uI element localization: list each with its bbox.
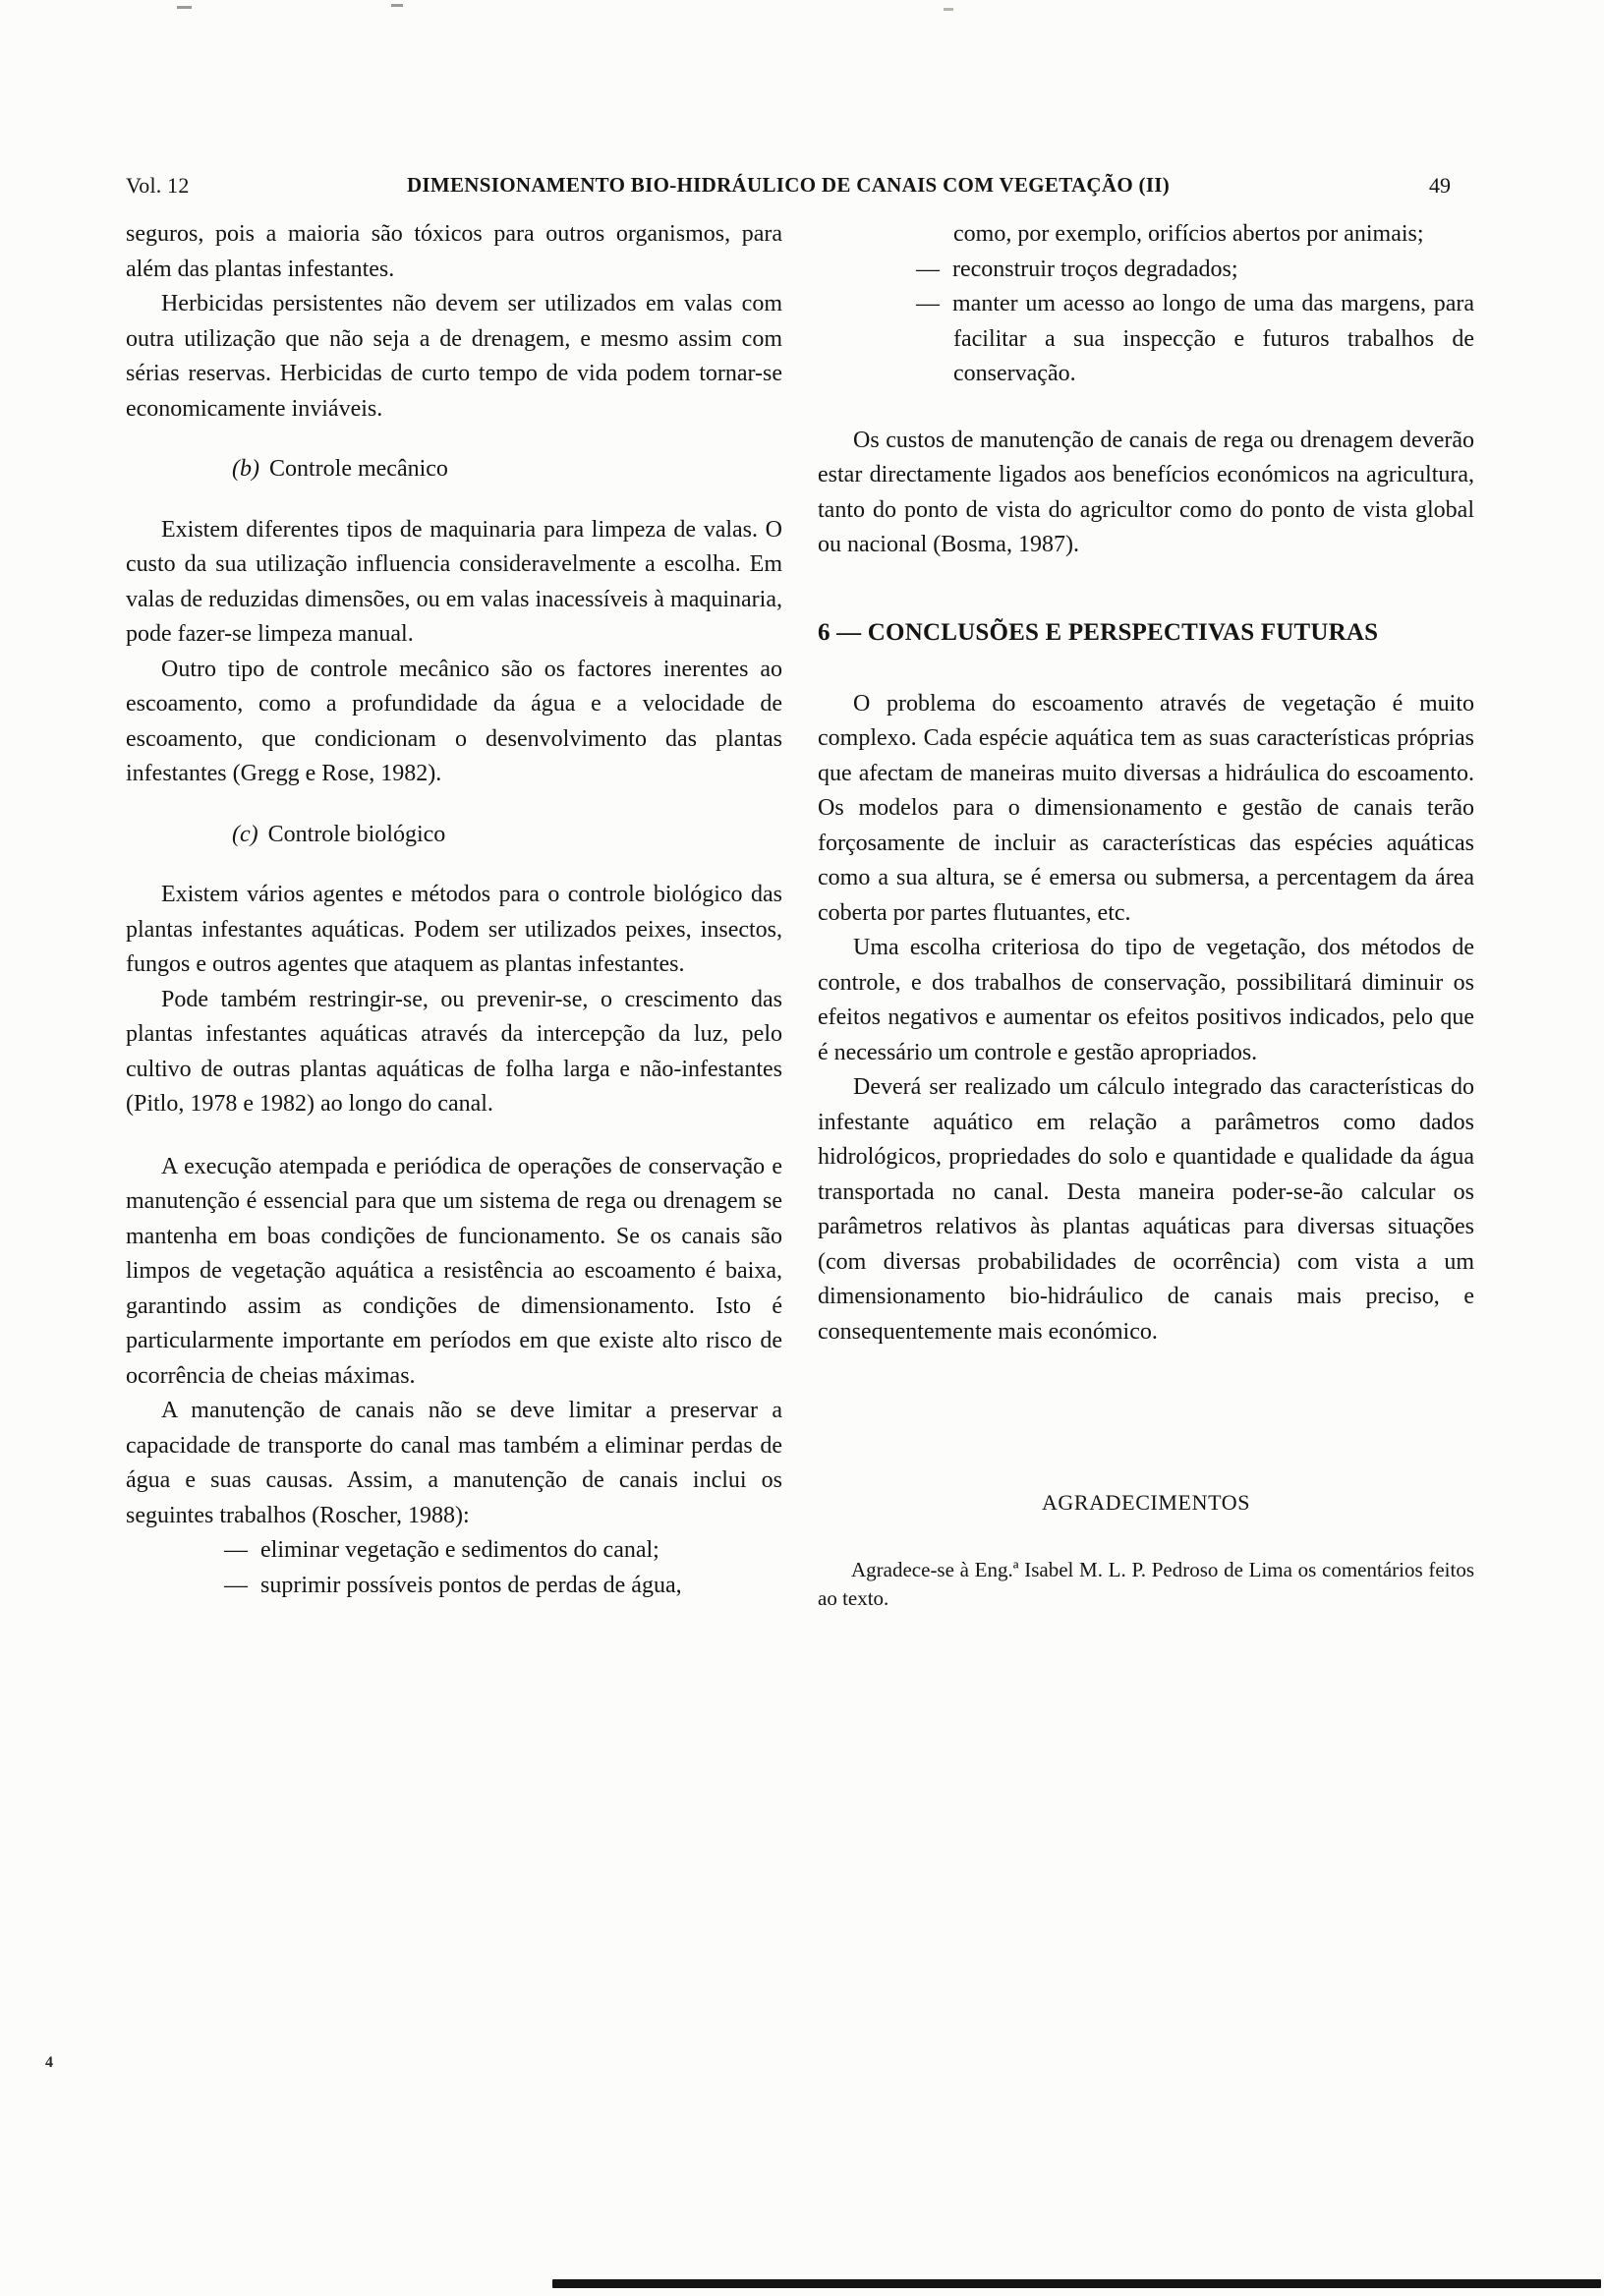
scan-artifact-tick <box>391 4 403 7</box>
paragraph: A execução atempada e periódica de operações de conservação e manutenção é essencial para que um sistema de rega ou drenagem se mantenha em boas condições de funcionamento. Se os canais são limpos de vegetação aquática a resistência ao escoamento é baixa, garantindo assim as condições de dimensionamento. Isto é particularmente importante em períodos em que existe alto risco de ocorrência de cheias máximas. <box>126 1153 782 1389</box>
paragraph: Existem vários agentes e métodos para o controle biológico das plantas infestantes aquáticas. Podem ser utilizados peixes, insectos, fungos e outros agentes que ataquem as plantas infestantes. <box>126 882 782 977</box>
paragraph: A manutenção de canais não se deve limitar a preservar a capacidade de transporte do canal mas também a eliminar perdas de água e suas causas. Assim, a manutenção de canais inclui os seguintes trabalhos (Roscher, 1988): <box>126 1398 782 1528</box>
subsection-title: Controle mecânico <box>268 456 448 482</box>
acknowledgements-heading: AGRADECIMENTOS <box>1041 1490 1251 1515</box>
running-header <box>126 173 1451 202</box>
acknowledgements-text: Agradece-se à Eng.ª Isabel M. L. P. Pedroso de Lima os comentários feitos ao texto. <box>818 1557 1474 1610</box>
list-dash: — <box>916 291 940 316</box>
list-item <box>126 1569 782 1604</box>
subsection-marker: (b) <box>232 456 259 482</box>
subsection-heading-c <box>232 818 782 853</box>
paragraph: O problema do escoamento através de vegetação é muito complexo. Cada espécie aquática tem as suas características próprias que afectam de maneiras muito diversas a hidráulica do escoamento. Os modelos para o dimensionamento e gestão de canais terão forçosamente de incluir as características das espécies aquáticas como a sua altura, se é emersa ou submersa, a percentagem da área coberta por partes flutuantes, etc. <box>818 690 1474 926</box>
paragraph: Os custos de manutenção de canais de rega ou drenagem deverão estar directamente ligados aos benefícios económicos na agricultura, tanto do ponto de vista do agricultor como do ponto de vista global ou nacional (Bosma, 1987). <box>818 427 1474 557</box>
subsection-heading-b <box>232 452 782 488</box>
list-item-text: reconstruir troços degradados; <box>952 256 1238 282</box>
section-heading-conclusions: 6 — CONCLUSÕES E PERSPECTIVAS FUTURAS <box>818 618 1379 646</box>
list-item-continuation: como, por exemplo, orifícios abertos por animais; <box>953 221 1424 247</box>
scan-bottom-bar <box>552 2279 1601 2288</box>
paragraph: Herbicidas persistentes não devem ser utilizados em valas com outra utilização que não seja a de drenagem, e mesmo assim com sérias reservas. Herbicidas de curto tempo de vida podem tornar-se economicamente inviáveis. <box>126 291 782 422</box>
scan-corner-mark: 4 <box>45 2054 53 2071</box>
paragraph: Existem diferentes tipos de maquinaria para limpeza de valas. O custo da sua utilização influencia consideravelmente a escolha. Em valas de reduzidas dimensões, ou em valas inacessíveis à maquinaria, pode fazer-se limpeza manual. <box>126 516 782 647</box>
list-dash: — <box>224 1537 248 1563</box>
list-item <box>818 287 1474 392</box>
list-item-text: suprimir possíveis pontos de perdas de água, <box>260 1572 682 1598</box>
list-item <box>126 1533 782 1569</box>
list-item-text: eliminar vegetação e sedimentos do canal; <box>260 1537 659 1563</box>
running-title: DIMENSIONAMENTO BIO-HIDRÁULICO DE CANAIS COM VEGETAÇÃO (II) <box>406 173 1171 197</box>
list-dash: — <box>916 256 940 282</box>
list-item <box>818 253 1474 288</box>
page-number: 49 <box>1429 173 1451 198</box>
scan-artifact-tick <box>177 6 192 9</box>
list-item-text: manter um acesso ao longo de uma das margens, para facilitar a sua inspecção e futuros trabalhos de conservação. <box>952 291 1474 386</box>
paragraph: Pode também restringir-se, ou prevenir-se, o crescimento das plantas infestantes aquáticas através da intercepção da luz, pelo cultivo de outras plantas aquáticas de folha larga e não-infestantes (Pitlo, 1978 e 1982) ao longo do canal. <box>126 986 782 1117</box>
list-dash: — <box>224 1572 248 1598</box>
paragraph: Outro tipo de controle mecânico são os factores inerentes ao escoamento, como a profundidade da água e a velocidade de escoamento, que condicionam o desenvolvimento das plantas infestantes (Gregg e Rose, 1982). <box>126 656 782 786</box>
right-column <box>818 217 1474 1613</box>
subsection-title: Controle biológico <box>267 821 446 847</box>
subsection-marker: (c) <box>232 821 258 847</box>
paragraph: Uma escolha criteriosa do tipo de vegetação, dos métodos de controle, e dos trabalhos de conservação, possibilitará diminuir os efeitos negativos e aumentar os efeitos positivos indicados, pelo que é necessário um controle e gestão apropriados. <box>818 935 1474 1065</box>
left-column <box>126 217 782 1603</box>
paragraph: Deverá ser realizado um cálculo integrado das características do infestante aquático em relação a parâmetros como dados hidrológicos, propriedades do solo e quantidade e qualidade da água transportada no canal. Desta maneira poder-se-ão calcular os parâmetros relativos às plantas aquáticas para diversas situações (com diversas probabilidades de ocorrência) com vista a um dimensionamento bio-hidráulico de canais mais preciso, e consequentemente mais económico. <box>818 1074 1474 1345</box>
volume-label: Vol. 12 <box>126 173 190 198</box>
paragraph-continuation: seguros, pois a maioria são tóxicos para outros organismos, para além das plantas infestantes. <box>126 221 782 282</box>
scan-artifact-tick <box>944 8 953 11</box>
